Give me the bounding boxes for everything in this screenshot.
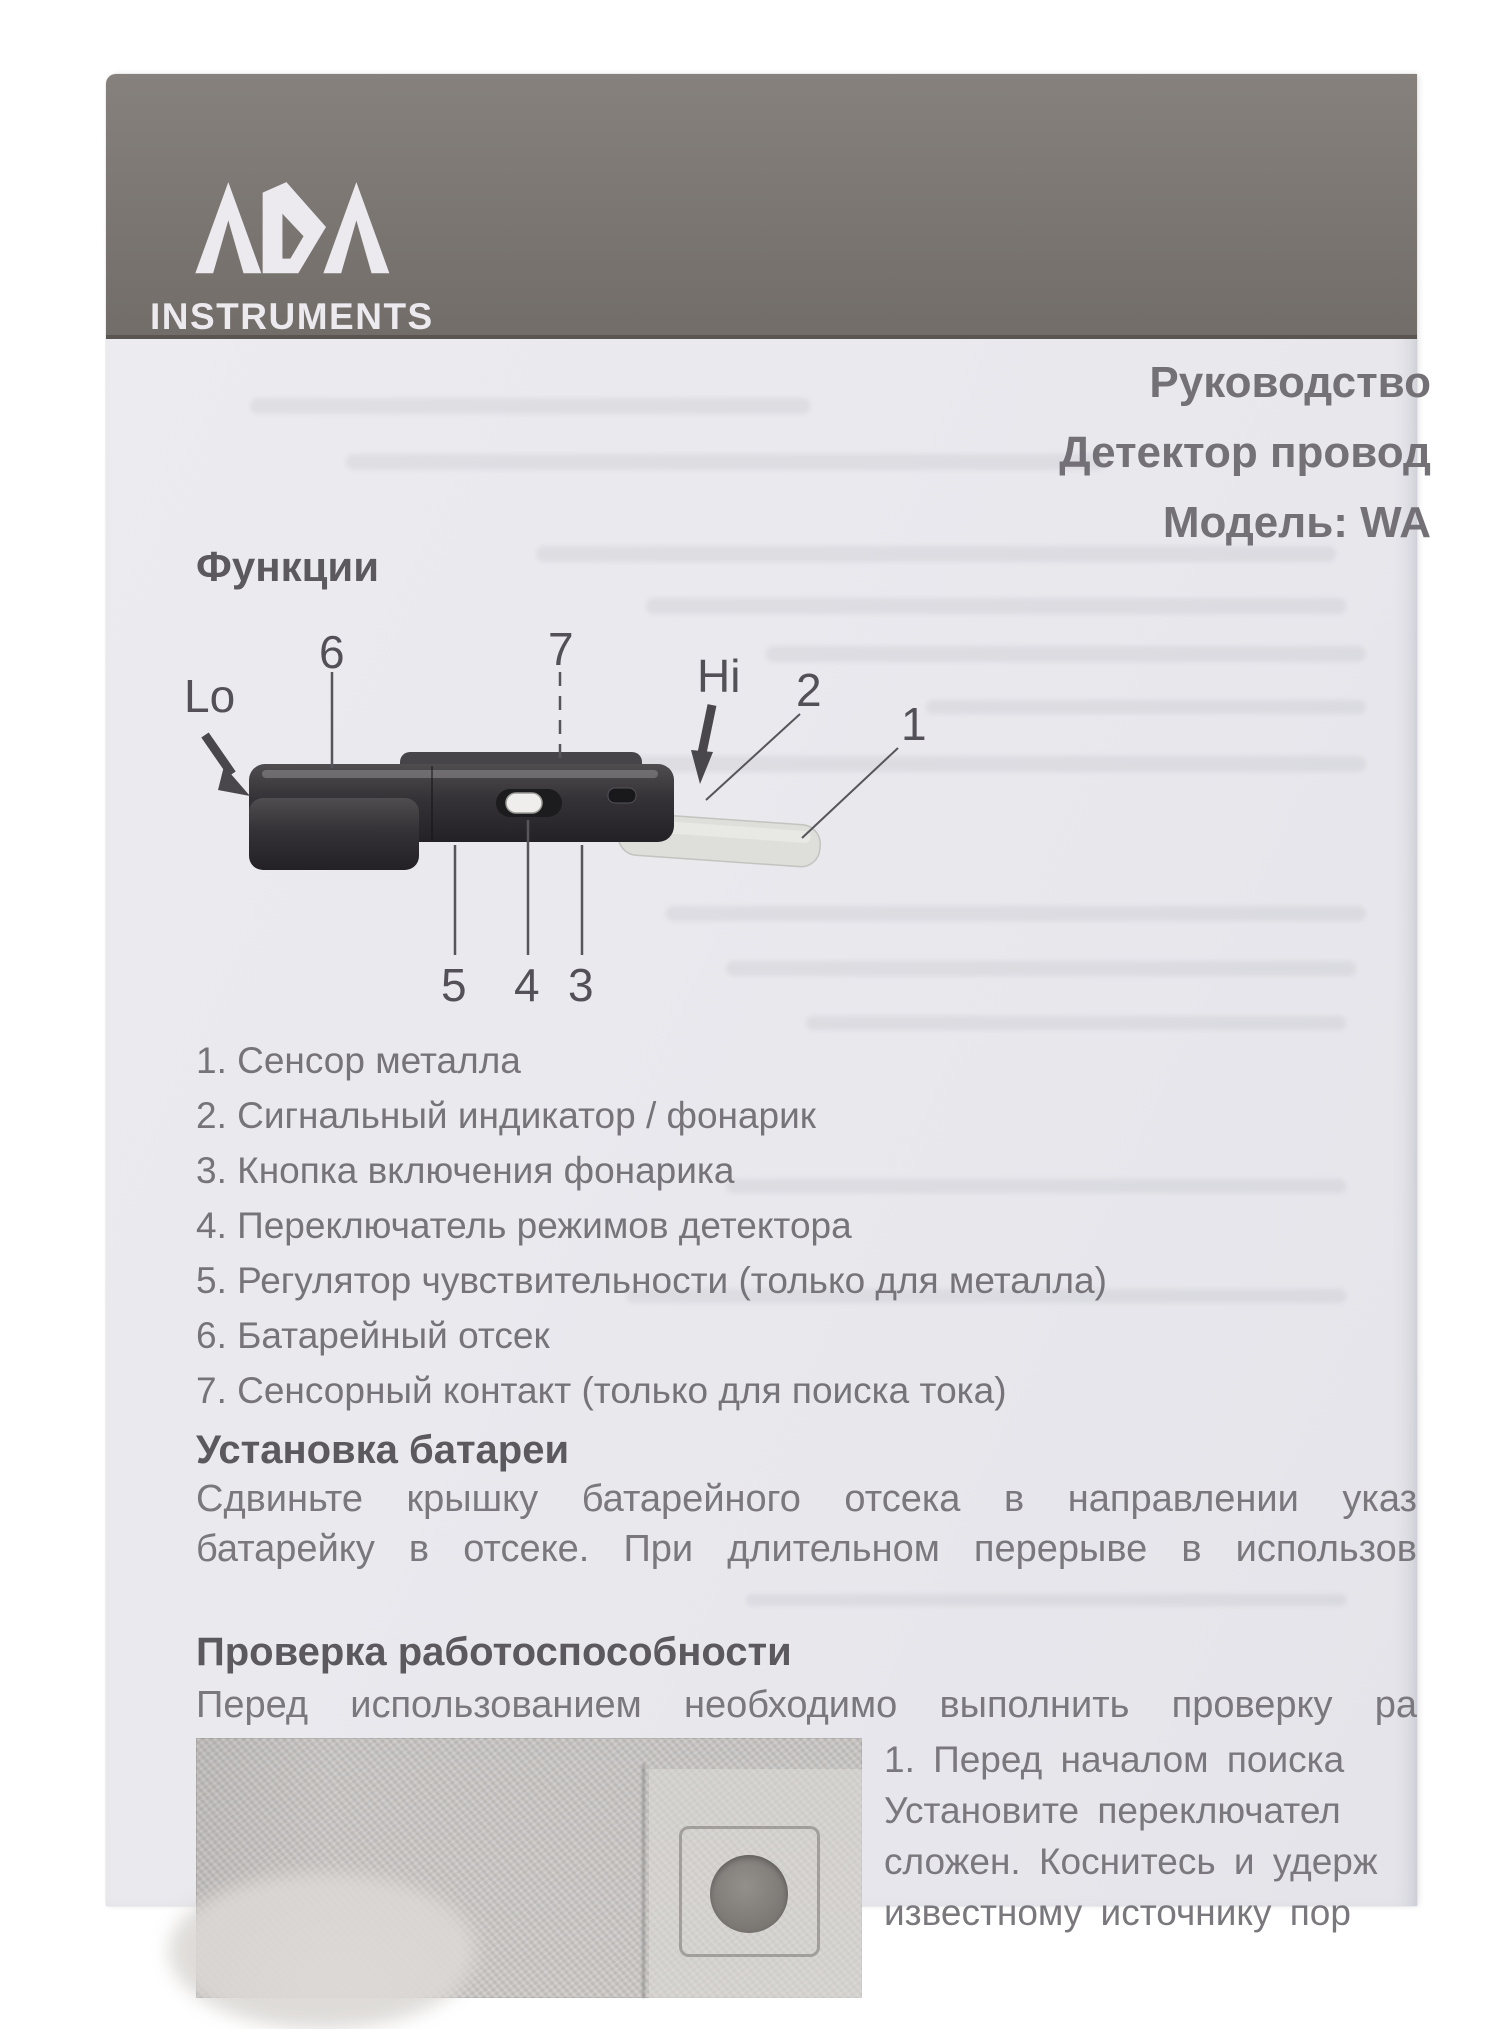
ghost-text bbox=[726, 1179, 1346, 1193]
feature-item-2: 2. Сигнальный индикатор / фонарик bbox=[196, 1095, 816, 1136]
doc-title-line2: Детектор провод bbox=[1059, 428, 1431, 477]
battery-heading: Установка батареи bbox=[196, 1428, 570, 1472]
diagram-label-5: 5 bbox=[441, 959, 467, 1011]
ghost-text bbox=[806, 1016, 1346, 1030]
feature-item-5: 5. Регулятор чувствительности (только для металла) bbox=[196, 1260, 1107, 1301]
photo-hand-blur bbox=[169, 1873, 475, 2029]
check-step-line3: сложен. Коснитесь и удерж bbox=[884, 1841, 1378, 1882]
diagram-label-7: 7 bbox=[548, 623, 574, 675]
battery-text-line1: Сдвиньте крышку батарейного отсека в направлении указ bbox=[196, 1478, 1417, 1520]
diagram-label-3: 3 bbox=[568, 959, 594, 1011]
feature-item-3: 3. Кнопка включения фонарика bbox=[196, 1150, 735, 1191]
hi-arrow bbox=[691, 705, 713, 784]
feature-item-7: 7. Сенсорный контакт (только для поиска тока) bbox=[196, 1370, 1007, 1411]
photo-wall-seam bbox=[642, 1764, 645, 1998]
diagram-label-hi: Hi bbox=[697, 650, 741, 702]
check-step-line2: Установите переключател bbox=[884, 1790, 1341, 1831]
header-band bbox=[106, 74, 1417, 339]
check-step-line1: 1. Перед началом поиска bbox=[884, 1739, 1345, 1780]
ghost-text bbox=[926, 700, 1366, 714]
diagram-label-4: 4 bbox=[514, 959, 540, 1011]
ghost-text bbox=[250, 398, 810, 414]
device-diagram bbox=[160, 600, 960, 1010]
lo-arrow bbox=[205, 735, 250, 796]
manual-page bbox=[106, 74, 1431, 1933]
check-heading: Проверка работоспособности bbox=[196, 1630, 792, 1674]
check-step-line4: известному источнику пор bbox=[884, 1892, 1351, 1933]
battery-text-line2: батарейку в отсеке. При длительном перерыве в использов bbox=[196, 1528, 1417, 1570]
ghost-text bbox=[536, 546, 1336, 562]
ghost-text bbox=[746, 1594, 1346, 1606]
signal-indicator-window bbox=[608, 788, 636, 803]
diagram-label-lo: Lo bbox=[184, 670, 236, 722]
brand-name: INSTRUMENTS bbox=[150, 296, 434, 337]
device-top-highlight bbox=[262, 770, 658, 778]
logo-letter-a1 bbox=[195, 182, 261, 273]
diagram-label-6: 6 bbox=[319, 626, 345, 678]
logo-letter-d bbox=[263, 182, 326, 273]
doc-title-line3: Модель: WA bbox=[1162, 498, 1431, 547]
doc-title-line1: Руководство bbox=[1149, 358, 1431, 407]
ghost-text bbox=[346, 454, 1106, 470]
functions-heading: Функции bbox=[196, 543, 380, 590]
check-intro-line: Перед использованием необходимо выполнить проверку ра bbox=[196, 1684, 1417, 1726]
logo-letter-a2 bbox=[323, 182, 389, 273]
callout-line-2 bbox=[706, 714, 800, 800]
wall-socket-photo bbox=[196, 1738, 862, 1998]
photo-socket-hole bbox=[710, 1855, 788, 1933]
callout-line-1 bbox=[802, 748, 898, 838]
feature-item-4: 4. Переключатель режимов детектора bbox=[196, 1205, 852, 1246]
diagram-label-2: 2 bbox=[796, 664, 822, 716]
feature-item-6: 6. Батарейный отсек bbox=[196, 1315, 550, 1356]
feature-item-1: 1. Сенсор металла bbox=[196, 1040, 521, 1081]
ada-logo-icon bbox=[194, 160, 392, 294]
device-body bbox=[249, 752, 674, 870]
diagram-label-1: 1 bbox=[901, 698, 927, 750]
mode-switch-knob bbox=[506, 793, 542, 813]
photo-socket-plate bbox=[679, 1826, 820, 1957]
